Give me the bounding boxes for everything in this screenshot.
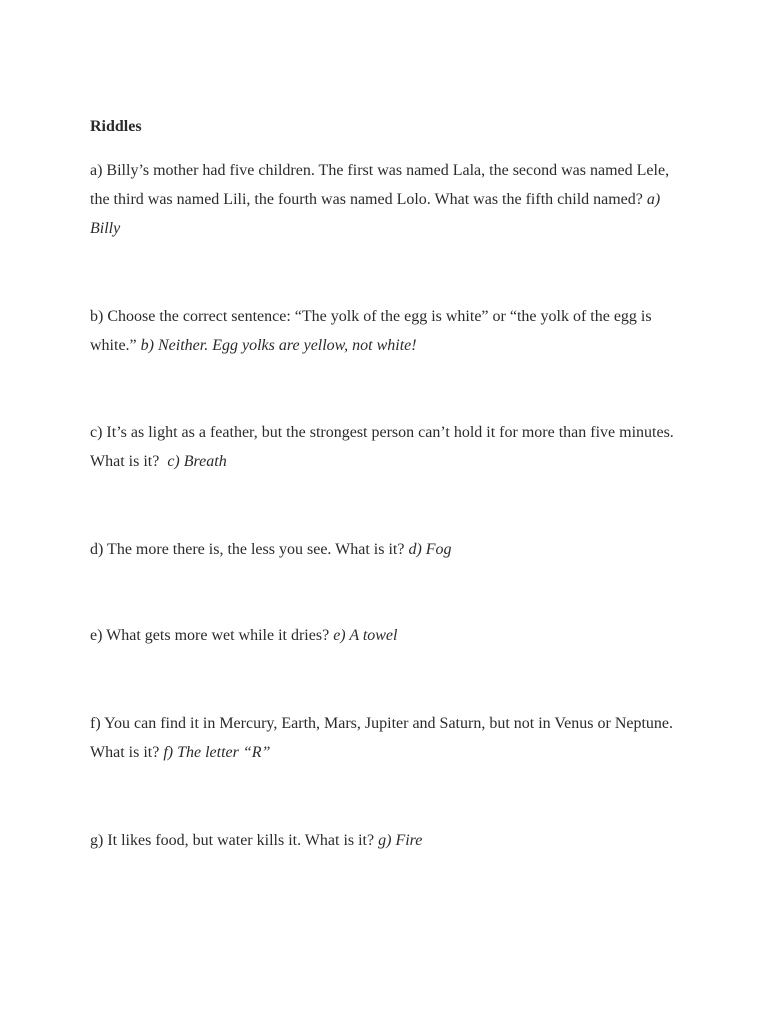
riddle-e-answer: e) A towel [333,627,398,644]
riddle-e [90,621,680,650]
riddle-b [90,302,680,360]
riddle-c-question: c) It’s as light as a feather, but the strongest person can’t hold it for more than five minutes. What is it? [90,424,674,470]
riddle-a-question: a) Billy’s mother had five children. The first was named Lala, the second was named Lele, the third was named Lili, the fourth was named Lolo. What was the fifth child named? [90,162,670,208]
riddle-d-answer: d) Fog [408,541,452,558]
riddle-b-question: b) Choose the correct sentence: “The yolk of the egg is white” or “the yolk of the egg is white.” [90,308,652,354]
riddle-c-answer: c) Breath [167,453,227,470]
riddle-d [90,535,680,564]
riddle-b-answer: b) Neither. Egg yolks are yellow, not white! [140,337,417,354]
riddle-g-question: g) It likes food, but water kills it. What is it? [90,832,375,849]
riddle-f [90,709,680,767]
riddle-a [90,156,680,243]
riddle-f-answer: f) The letter “R” [163,744,271,761]
riddle-g [90,826,680,855]
riddle-c [90,418,680,476]
riddle-e-question: e) What gets more wet while it dries? [90,627,330,644]
page-title: Riddles [90,118,142,135]
riddle-f-question: f) You can find it in Mercury, Earth, Mars, Jupiter and Saturn, but not in Venus or Neptune. What is it? [90,715,674,761]
riddle-g-answer: g) Fire [378,832,423,849]
riddle-d-question: d) The more there is, the less you see. What is it? [90,541,405,558]
riddle-a-answer: a) Billy [90,191,661,237]
